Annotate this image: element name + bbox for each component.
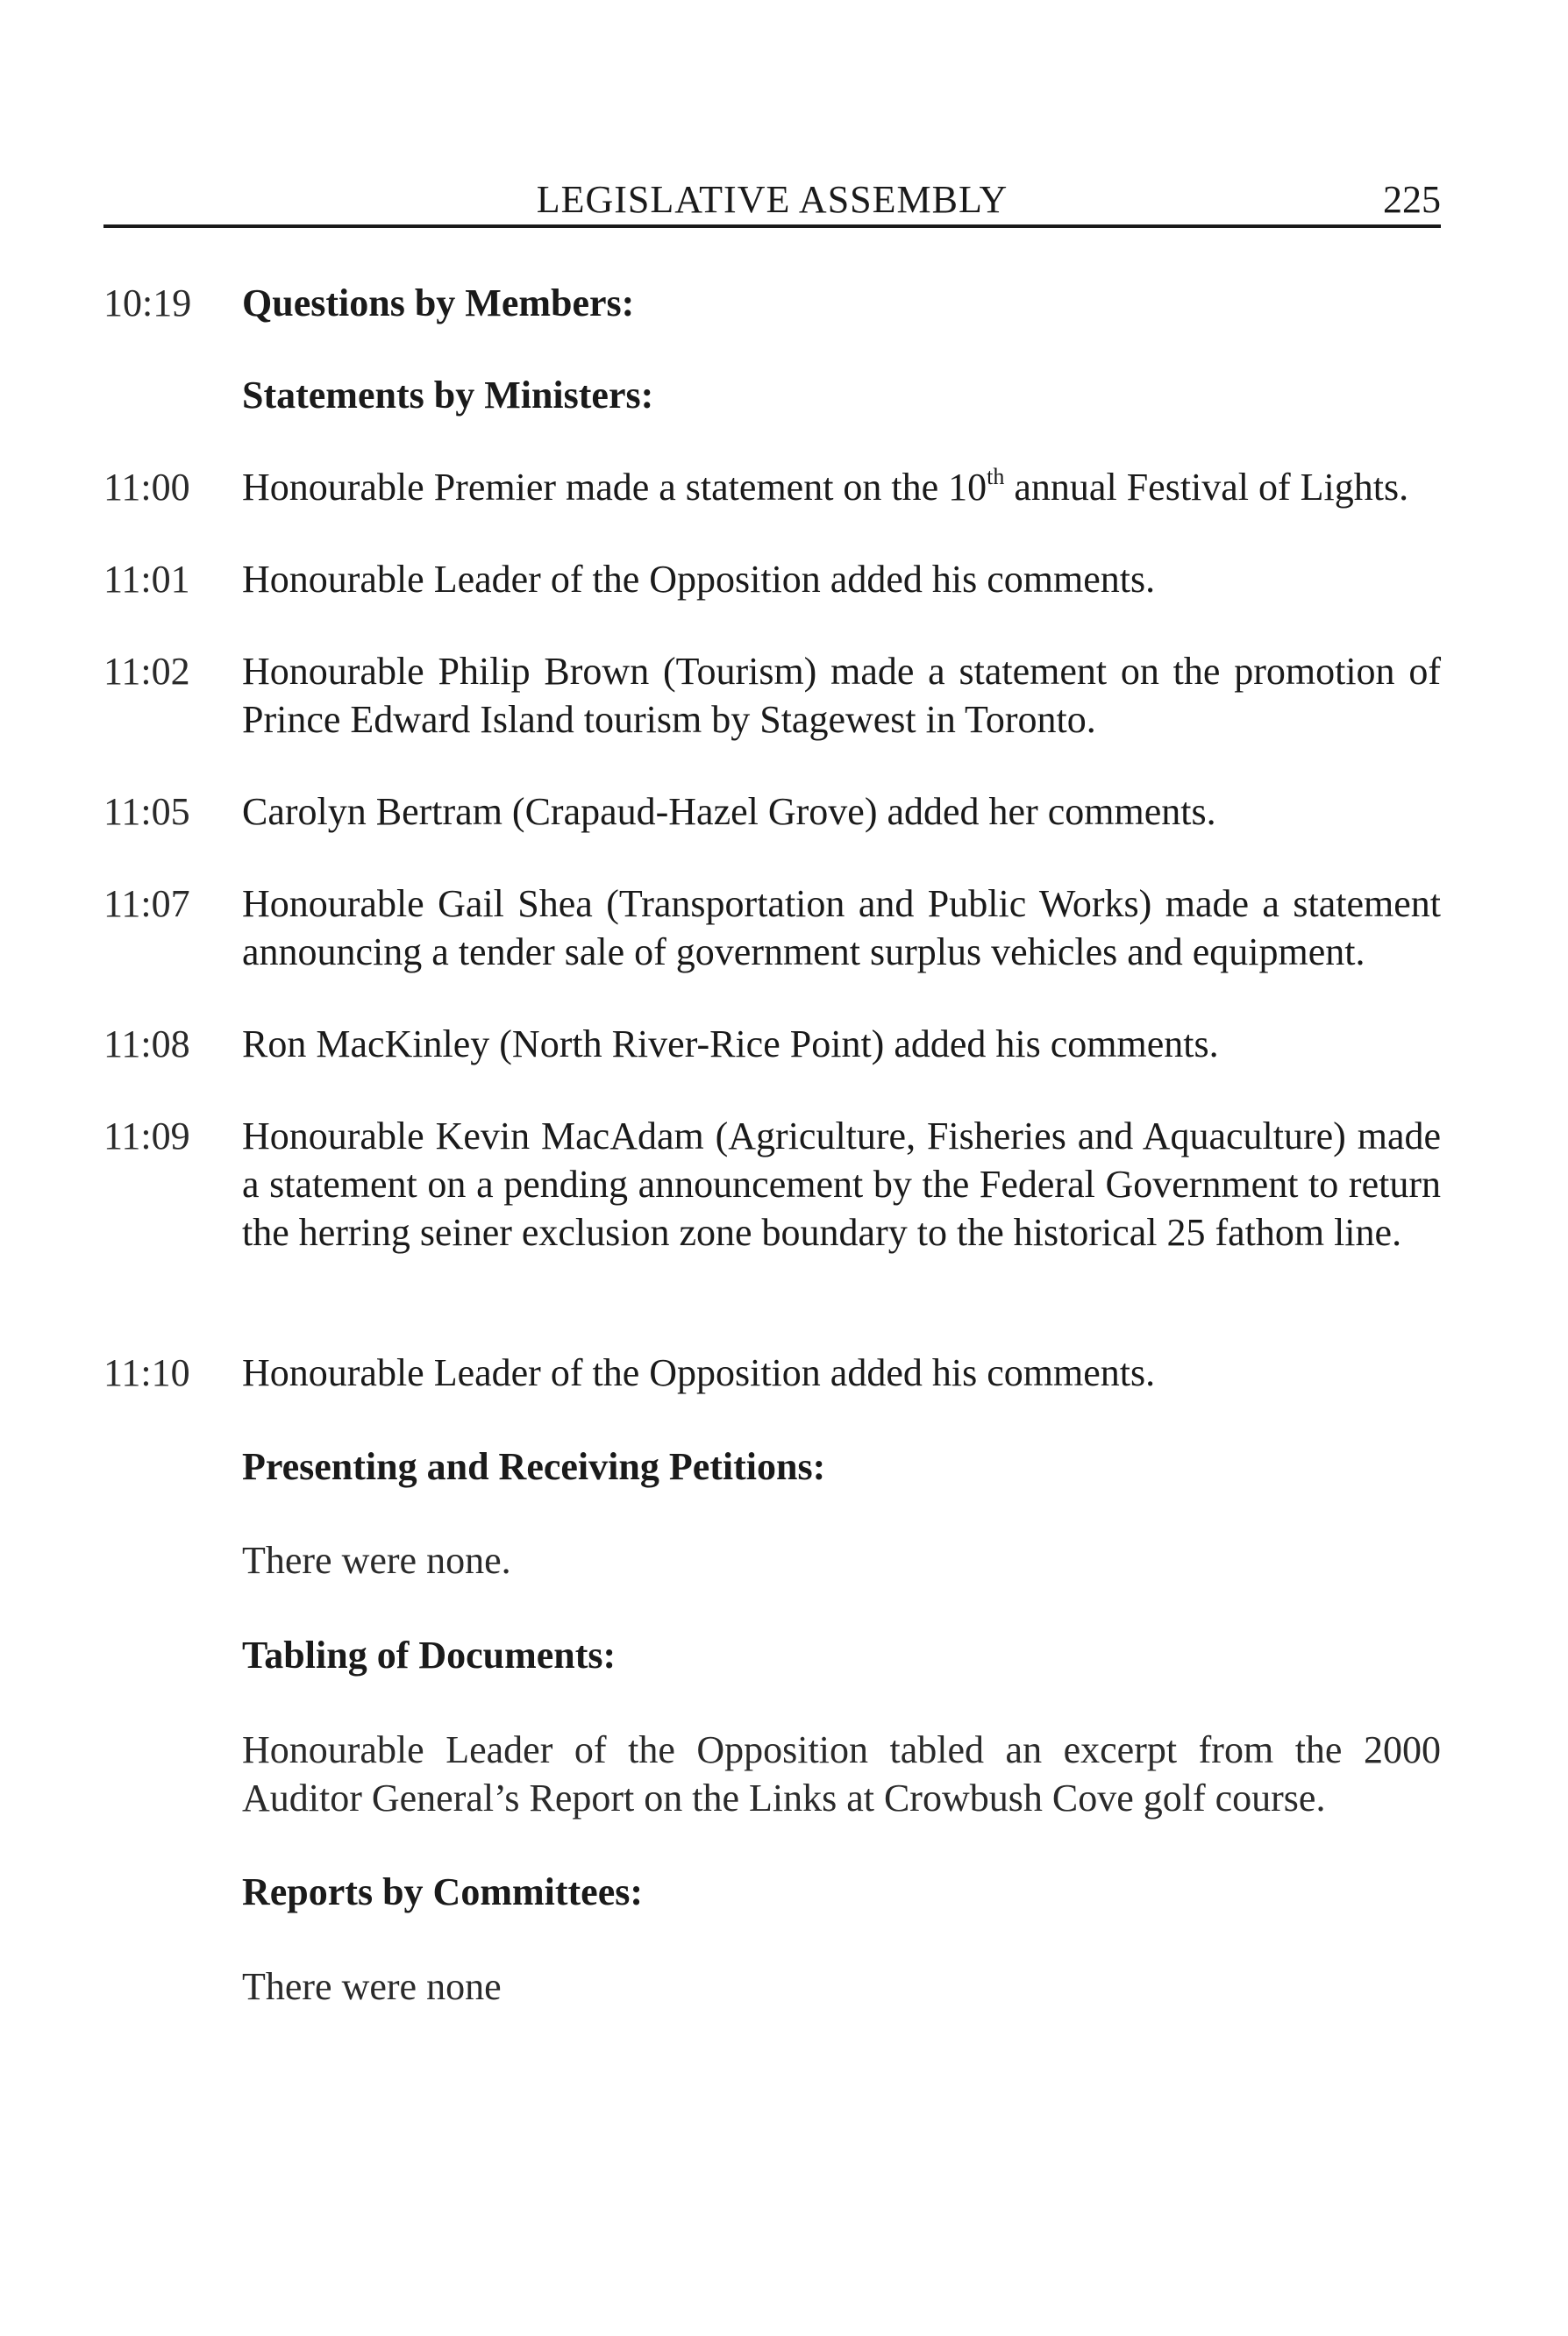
entry-text-part: annual Festival of Lights. [1004, 466, 1409, 509]
entry-time: 10:19 [103, 281, 192, 324]
section-heading-petitions: Presenting and Receiving Petitions: [242, 1445, 826, 1488]
section-heading-statements-by-ministers: Statements by Ministers: [242, 374, 654, 417]
section-heading-reports: Reports by Committees: [242, 1870, 643, 1913]
entry-text: Honourable Leader of the Opposition added his comments. [242, 1351, 1156, 1394]
entry-time: 11:02 [103, 650, 190, 693]
entry-text-part: Honourable Premier made a statement on the 10 [242, 466, 987, 509]
entry-time: 11:07 [103, 882, 190, 925]
section-heading-tabling: Tabling of Documents: [242, 1634, 617, 1677]
entry-text: Honourable Philip Brown (Tourism) made a statement on the promotion of Prince Edward Island tourism by Stagewest in Toronto. [242, 650, 1441, 741]
header-title: LEGISLATIVE ASSEMBLY [536, 178, 1009, 221]
entry-text: Honourable Leader of the Opposition added his comments. [242, 558, 1156, 601]
ordinal-superscript: th [987, 464, 1005, 489]
entry-time: 11:10 [103, 1351, 190, 1394]
section-text-reports: There were none [242, 1965, 502, 2008]
entry-time: 11:05 [103, 790, 190, 833]
page-header [103, 172, 1441, 228]
entry-text: Honourable Gail Shea (Transportation and Public Works) made a statement announcing a tender sale of government surplus vehicles and equipment. [242, 882, 1441, 973]
entry-time: 11:01 [103, 558, 190, 601]
section-text-petitions: There were none. [242, 1539, 511, 1582]
entry-text: Carolyn Bertram (Crapaud-Hazel Grove) added her comments. [242, 790, 1216, 833]
entry-time: 11:09 [103, 1115, 190, 1157]
entry-time: 11:00 [103, 466, 190, 509]
entry-text [242, 463, 1441, 511]
section-heading: Questions by Members: [242, 281, 635, 324]
entry-text: Honourable Kevin MacAdam (Agriculture, Fisheries and Aquaculture) made a statement on a pending announcement by the Federal Government to return the herring seiner exclusion zone boundary to the historical 25 fathom line. [242, 1115, 1441, 1254]
section-text-tabling: Honourable Leader of the Opposition tabled an excerpt from the 2000 Auditor General’s Report on the Links at Crowbush Cove golf course. [242, 1728, 1441, 1820]
entry-text: Ron MacKinley (North River-Rice Point) added his comments. [242, 1022, 1219, 1065]
page-number: 225 [1383, 178, 1441, 221]
entry-time: 11:08 [103, 1022, 190, 1065]
